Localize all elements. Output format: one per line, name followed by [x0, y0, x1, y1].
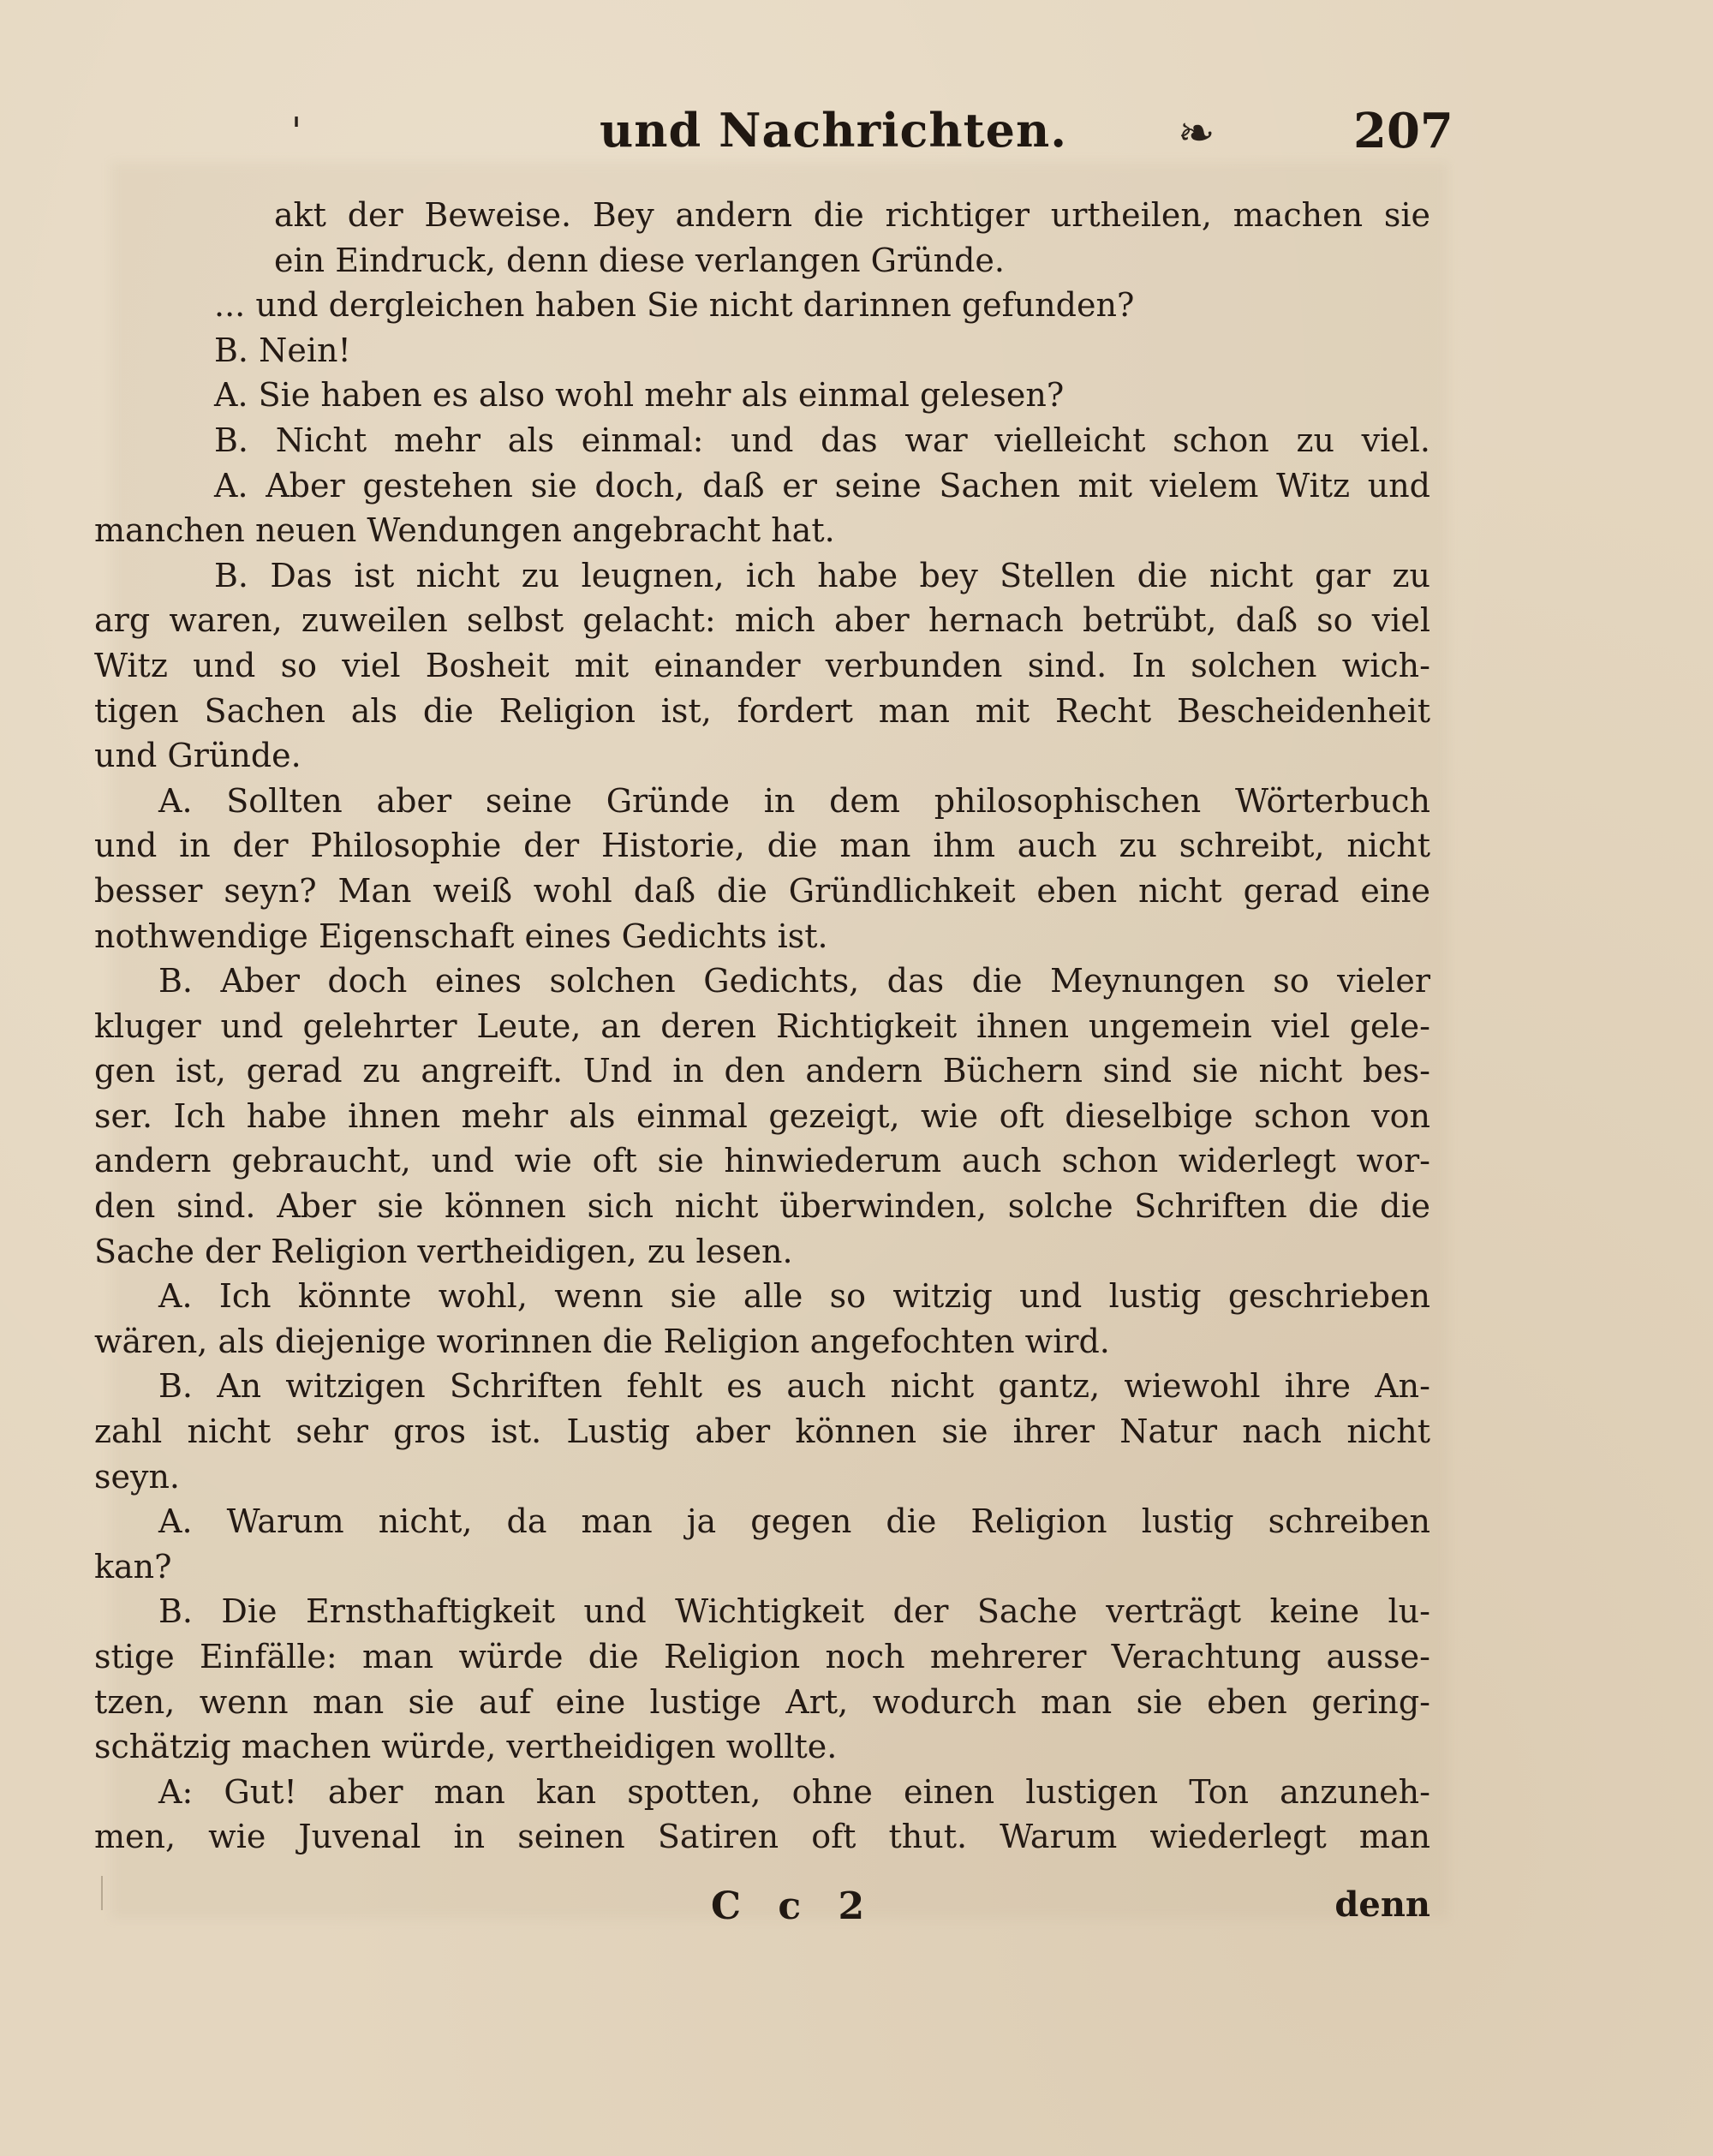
text-line: nothwendige Eigenschaft eines Gedichts ist.: [94, 917, 828, 955]
body-text: [94, 193, 1430, 1860]
text-line: akt der Beweise. Bey andern die richtiger urtheilen, machen sie: [274, 196, 1430, 234]
text-line: ser. Ich habe ihnen mehr als einmal gezeigt, wie oft dieselbige schon von: [94, 1096, 1430, 1135]
text-line: B. Das ist nicht zu leugnen, ich habe bey Stellen die nicht gar zu: [214, 556, 1430, 594]
text-line: A: Gut! aber man kan spotten, ohne einen lustigen Ton anzuneh-: [158, 1772, 1430, 1811]
text-line: tzen, wenn man sie auf eine lustige Art, wodurch man sie eben gering-: [94, 1682, 1430, 1721]
text-line: gen ist, gerad zu angreift. Und in den andern Büchern sind sie nicht bes-: [94, 1052, 1430, 1090]
text-line: men, wie Juvenal in seinen Satiren oft thut. Warum wiederlegt man: [94, 1818, 1430, 1856]
text-line: andern gebraucht, und wie oft sie hinwiederum auch schon widerlegt wor-: [94, 1142, 1430, 1180]
text-line: den sind. Aber sie können sich nicht überwinden, solche Schriften die die: [94, 1187, 1430, 1226]
text-line: seyn.: [94, 1457, 181, 1496]
text-line: kan?: [94, 1547, 172, 1586]
text-line: besser seyn? Man weiß wohl daß die Gründlichkeit eben nicht gerad eine: [94, 871, 1430, 910]
text-line: Witz und so viel Bosheit mit einander verbunden sind. In solchen wich-: [94, 646, 1430, 684]
text-line: B. Die Ernsthaftigkeit und Wichtigkeit der Sache verträgt keine lu-: [158, 1592, 1430, 1631]
text-line: A. Sollten aber seine Gründe in dem philosophischen Wörterbuch: [158, 781, 1430, 820]
text-line: arg waren, zuweilen selbst gelacht: mich aber hernach betrübt, daß so viel: [94, 601, 1430, 640]
text-line: und in der Philosophie der Historie, die man ihm auch zu schreibt, nicht: [94, 827, 1430, 865]
text-line: B. Aber doch eines solchen Gedichts, das die Meynungen so vieler: [158, 962, 1430, 1000]
text-line: und Gründe.: [94, 737, 301, 775]
page-number: 207: [1353, 103, 1453, 159]
text-line: B. Nicht mehr als einmal: und das war vielleicht schon zu viel.: [214, 421, 1430, 459]
text-line: B. An witzigen Schriften fehlt es auch nicht gantz, wiewohl ihre An-: [158, 1367, 1430, 1406]
signature-mark: C c 2: [711, 1884, 877, 1928]
text-line: A. Aber gestehen sie doch, daß er seine Sachen mit vielem Witz und: [214, 466, 1430, 505]
text-line: manchen neuen Wendungen angebracht hat.: [94, 511, 835, 550]
text-line: stige Einfälle: man würde die Religion noch mehrerer Verachtung ausse-: [94, 1638, 1430, 1675]
text-line: tigen Sachen als die Religion ist, fordert man mit Recht Bescheidenheit: [94, 691, 1430, 730]
ornament-icon: ❧: [1178, 108, 1215, 159]
text-line: Sache der Religion vertheidigen, zu lesen.: [94, 1232, 793, 1270]
header-mark: ': [291, 110, 302, 153]
text-line: A. Sie haben es also wohl mehr als einmal gelesen?: [214, 376, 1065, 415]
text-line: schätzig machen würde, vertheidigen wollte.: [94, 1728, 838, 1766]
text-line: A. Warum nicht, da man ja gegen die Religion lustig schreiben: [158, 1502, 1430, 1541]
text-line: ... und dergleichen haben Sie nicht darinnen gefunden?: [214, 286, 1135, 325]
text-line: ein Eindruck, denn diese verlangen Gründe.: [274, 241, 1005, 279]
text-line: B. Nein!: [214, 331, 351, 369]
running-title: und Nachrichten.: [600, 103, 1068, 158]
text-line: kluger und gelehrter Leute, an deren Richtigkeit ihnen ungemein viel gele-: [94, 1006, 1430, 1045]
page-header: [94, 103, 1453, 171]
text-line: wären, als diejenige worinnen die Religion angefochten wird.: [94, 1322, 1110, 1360]
page-footer: [94, 1884, 1430, 1944]
text-line: A. Ich könnte wohl, wenn sie alle so witzig und lustig geschrieben: [158, 1277, 1430, 1316]
text-line: zahl nicht sehr gros ist. Lustig aber können sie ihrer Natur nach nicht: [94, 1412, 1430, 1451]
catchword: denn: [1334, 1884, 1430, 1925]
